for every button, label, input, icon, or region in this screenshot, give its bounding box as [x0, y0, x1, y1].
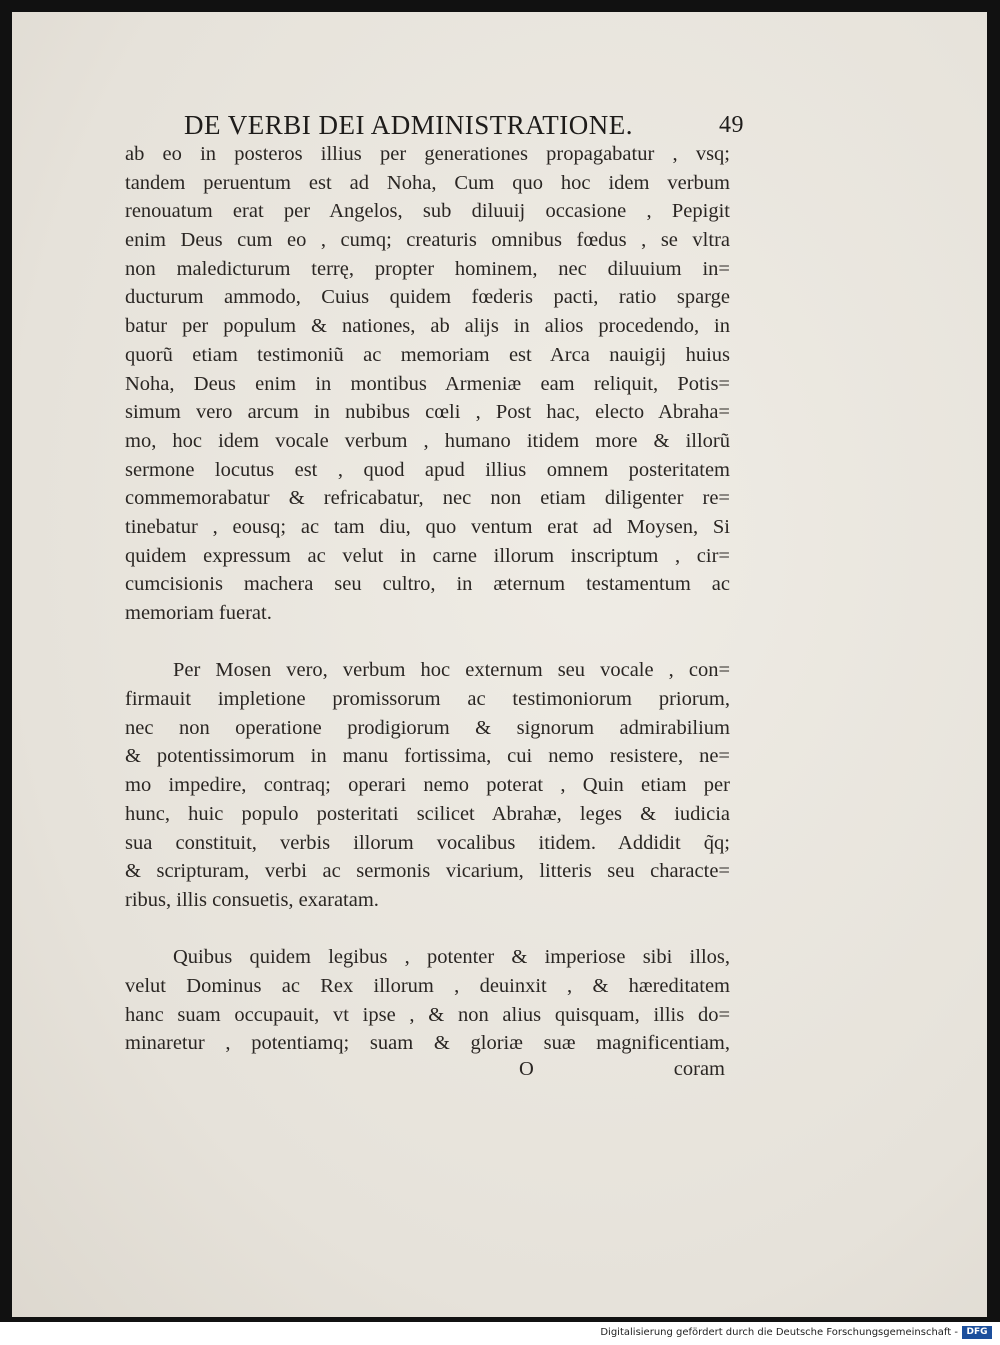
text-line: ab eo in posteros illius per generationes propagabatur , vsq; [125, 143, 730, 165]
text-line: mo, hoc idem vocale verbum , humano itidem more & illorũ [125, 429, 730, 452]
page-footer [125, 1058, 725, 1086]
page-number: 49 [719, 112, 744, 138]
text-line: quidem expressum ac velut in carne illorum inscriptum , cir= [125, 544, 730, 567]
text-line: Per Mosen vero, verbum hoc externum seu vocale , con= [173, 659, 730, 682]
text-line: minaretur , potentiamq; suam & gloriæ suæ magnificentiam, [125, 1032, 730, 1055]
text-line: Noha, Deus enim in montibus Armeniæ eam reliquit, Potis= [125, 372, 730, 395]
signature-mark: O [519, 1058, 534, 1080]
paragraph [125, 140, 730, 628]
text-line: mo impedire, contraq; operari nemo poterat , Quin etiam per [125, 774, 730, 797]
text-line: tinebatur , eousq; ac tam diu, quo ventum erat ad Moysen, Si [125, 515, 730, 538]
running-title: DE VERBI DEI ADMINISTRATIONE. [184, 110, 633, 140]
text-line: hanc suam occupauit, vt ipse , & non alius quisquam, illis do= [125, 1003, 730, 1026]
text-line: hunc, huic populo posteritati scilicet Abrahæ, leges & iudicia [125, 802, 730, 825]
text-line: batur per populum & nationes, ab alijs in alios procedendo, in [125, 315, 730, 338]
text-line: non maledicturum terrę, propter hominem, nec diluuium in= [125, 257, 730, 280]
body-text [125, 140, 730, 1058]
paragraph [125, 943, 730, 1058]
text-line: Quibus quidem legibus , potenter & imperiose sibi illos, [173, 946, 730, 969]
text-line: memoriam fuerat. [125, 602, 272, 624]
dfg-logo: DFG [962, 1326, 992, 1339]
catchword: coram [673, 1058, 725, 1080]
credit-bar [0, 1322, 1000, 1345]
text-line: sermone locutus est , quod apud illius omnem posteritatem [125, 458, 730, 481]
text-line: ribus, illis consuetis, exaratam. [125, 888, 379, 911]
text-line: & potentissimorum in manu fortissima, cui nemo resistere, ne= [125, 745, 730, 768]
text-line: enim Deus cum eo , cumq; creaturis omnibus fœdus , se vltra [125, 229, 730, 252]
text-line: nec non operatione prodigiorum & signorum admirabilium [125, 716, 730, 739]
text-line: renouatum erat per Angelos, sub diluuij occasione , Pepigit [125, 200, 730, 223]
text-line: & scripturam, verbi ac sermonis vicarium, litteris seu characte= [125, 860, 730, 883]
running-head [184, 110, 744, 144]
text-line: cumcisionis machera seu cultro, in æternum testamentum ac [125, 573, 730, 596]
funding-credit: Digitalisierung gefördert durch die Deutsche Forschungsgemeinschaft - [600, 1327, 958, 1338]
paragraph [125, 656, 730, 914]
text-line: simum vero arcum in nubibus cœli , Post hac, electo Abraha= [125, 401, 730, 424]
paragraph-gap [125, 628, 730, 657]
paragraph-gap [125, 915, 730, 944]
text-line: tandem peruentum est ad Noha, Cum quo hoc idem verbum [125, 171, 730, 194]
text-line: velut Dominus ac Rex illorum , deuinxit , & hæreditatem [125, 974, 730, 997]
text-line: quorũ etiam testimoniũ ac memoriam est Arca nauigij huius [125, 343, 730, 366]
text-line: sua constituit, verbis illorum vocalibus itidem. Addidit q̃q; [125, 831, 730, 854]
text-line: firmauit impletione promissorum ac testimoniorum priorum, [125, 688, 730, 711]
text-line: ducturum ammodo, Cuius quidem fœderis pacti, ratio sparge [125, 286, 730, 309]
text-line: commemorabatur & refricabatur, nec non etiam diligenter re= [125, 487, 730, 510]
